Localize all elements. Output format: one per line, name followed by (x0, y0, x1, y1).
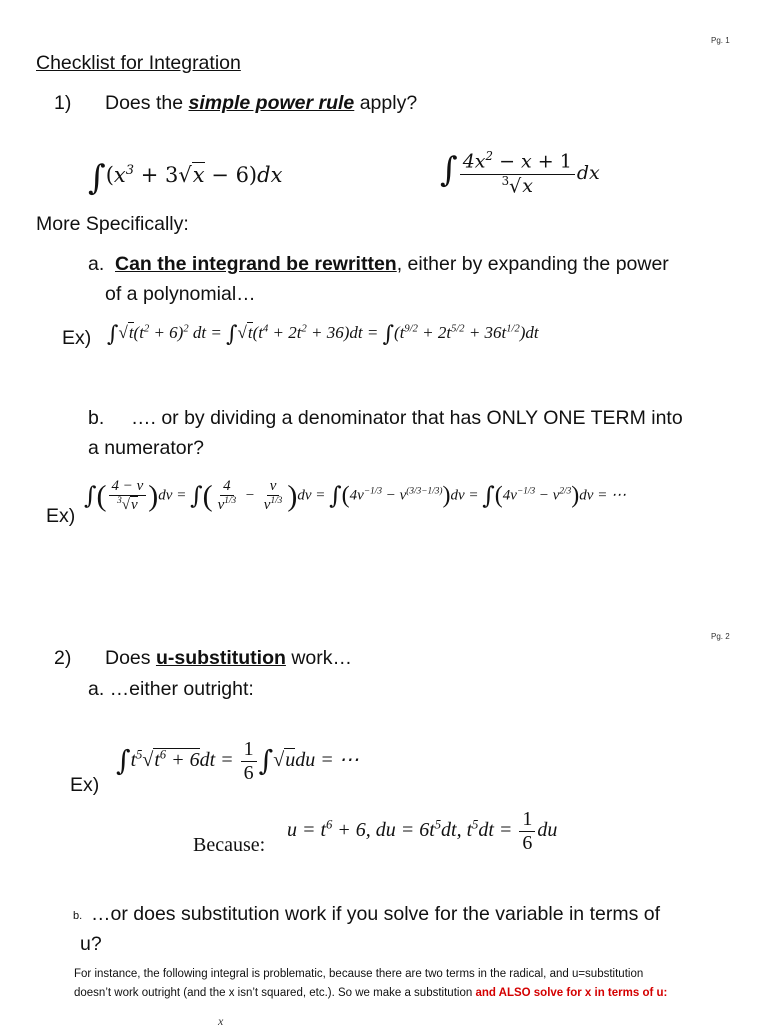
more-specifically-heading: More Specifically: (36, 213, 189, 235)
note-line-2: doesn’t work outright (and the x isn’t squared, etc.). So we make a substitution and ALSO solve for x in terms of u: (74, 987, 668, 999)
example-label-3: Ex) (70, 774, 100, 796)
item-a-letter: a. (88, 253, 105, 275)
rewrite-integrand-emphasis: Can the integrand be rewritten (115, 253, 397, 275)
item-b-text-line-2: a numerator? (88, 437, 204, 459)
item-2b-text: …or does substitution work if you solve for the variable in terms of (91, 903, 661, 925)
item-b-letter: b. (88, 407, 105, 429)
item-2b-text-line-2: u? (80, 933, 102, 955)
because-equation: $u = t^6 + 6$, du = $6t^5dt$, $t^5dt$ = $\frac{1}{6}$ du (287, 808, 558, 854)
cutoff-equation-fragment: x (218, 1014, 224, 1028)
item-a-text: Can the integrand be rewritten, either by expanding the power (115, 253, 669, 275)
item-a-text-line-2: of a polynomial… (105, 283, 256, 305)
integral-example-power-rule-1: $\int(x^3 + 3√x - 6)dx$ (88, 158, 283, 198)
item-2a-text: a. …either outright: (88, 678, 254, 700)
question-2-number: 2) (54, 647, 72, 669)
question-2-text: Does u-substitution work… (105, 647, 353, 669)
question-1-number: 1) (54, 92, 72, 114)
page-number-2: Pg. 2 (711, 632, 730, 641)
item-2b-letter: b. (73, 910, 83, 922)
page-number-1: Pg. 1 (711, 36, 730, 45)
u-substitution-emphasis: u-substitution (155, 647, 286, 669)
example-label-1: Ex) (62, 327, 92, 349)
question-1-text: Does the simple power rule apply? (105, 92, 418, 114)
expansion-example-equation: $\int√t(t^2 + 6)^2$ dt = $\int√t(t^4 + 2t^2 + 36)dt = \int(t^{9/2} + 2t^{5/2} + 36t^{1/2})dt$ (107, 322, 539, 347)
note-line-1: For instance, the following integral is problematic, because there are two terms in the radical, and u=substitution (74, 968, 644, 980)
item-b-text: …. or by dividing a denominator that has ONLY ONE TERM into (131, 407, 683, 429)
page-title: Checklist for Integration (36, 52, 241, 74)
division-example-equation: ∫( $\frac{4 - v}{^3√v}$ )dv = ∫( $\frac{4}{v^{1/3}}$ − $\frac{v}{v^{1/3}}$ )$dv = \int(4v^{-1/3} - v^{(3/3-1/3)})dv = \int(4v^{-1/3} - v^{2/3})dv$ = ⋯ (84, 478, 627, 514)
because-label: Because: (193, 834, 266, 856)
u-substitution-example-equation: $\int t^5√t^6 + 6dt$ = $\frac{1}{6}$ ∫√udu = ⋯ (116, 738, 359, 784)
example-label-2: Ex) (46, 505, 76, 527)
simple-power-rule-emphasis: simple power rule (188, 92, 355, 114)
integral-example-power-rule-2: ∫ $\frac{4x^2 - x + 1}{^3√x}$ dx (440, 149, 600, 197)
note-red-emphasis: and ALSO solve for x in terms of u: (475, 987, 668, 999)
